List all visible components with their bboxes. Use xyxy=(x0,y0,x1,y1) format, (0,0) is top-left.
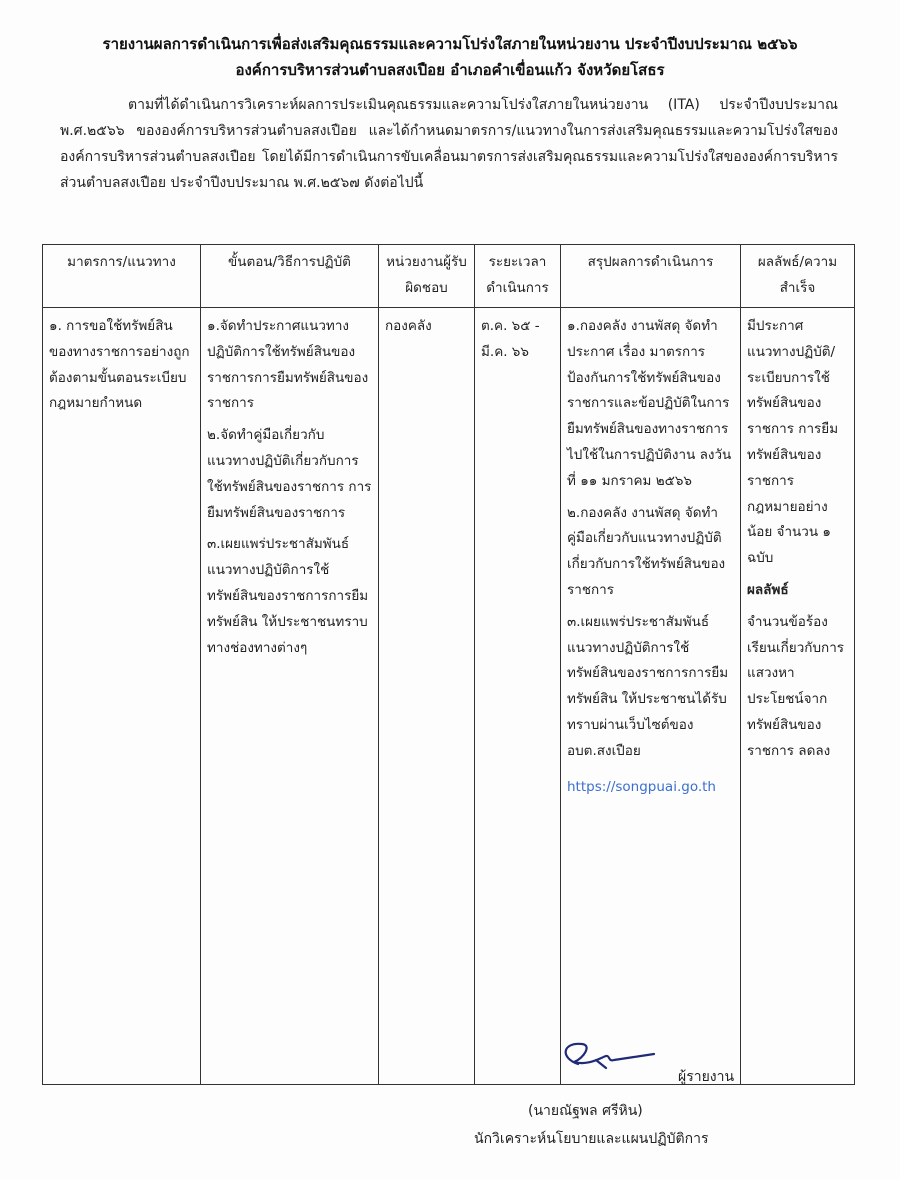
summary-item: ๒.กองคลัง งานพัสดุ จัดทำคู่มือเกี่ยวกับแนวทางปฏิบัติเกี่ยวกับการใช้ทรัพย์สินของราชการ xyxy=(567,504,726,598)
table-header-row xyxy=(43,245,855,308)
result-heading: ผลลัพธ์ xyxy=(747,581,789,598)
step-item: ๑.จัดทำประกาศแนวทางปฏิบัติการใช้ทรัพย์สินของราชการการยืมทรัพย์สินของราชการ xyxy=(207,318,369,412)
step-item: ๒.จัดทำคู่มือเกี่ยวกับแนวทางปฏิบัติเกี่ยวกับการใช้ทรัพย์สินของราชการ การยืมทรัพย์สินของราชการ xyxy=(207,427,372,521)
header-measure: มาตรการ/แนวทาง xyxy=(43,245,201,308)
report-subtitle: องค์การบริหารส่วนตำบลสงเปือย อำเภอคำเขื่อนแก้ว จังหวัดยโสธร xyxy=(235,61,665,79)
summary-item: ๑.กองคลัง งานพัสดุ จัดทำประกาศ เรื่อง มาตรการป้องกันการใช้ทรัพย์สินของราชการและข้อปฏิบัติในการยืมทรัพย์สินของทางราชการไปใช้ในการปฏิบัติงาน ลงวันที่ ๑๑ มกราคม ๒๕๖๖ xyxy=(567,318,732,489)
measures-table xyxy=(42,244,855,1085)
intro-paragraph: ตามที่ได้ดำเนินการวิเคราะห์ผลการประเมินคุณธรรมและความโปร่งใสภายในหน่วยงาน (ITA) ประจำปีงบประมาณ พ.ศ.๒๕๖๖ ขององค์การบริหารส่วนตำบลสงเปือย และได้กำหนดมาตรการ/แนวทางในการส่งเสริมคุณธรรมและความโปร่งใสขององค์การบริหารส่วนตำบลสงเปือย โดยได้มีการดำเนินการขับเคลื่อนมาตรการส่งเสริมคุณธรรมและความโปร่งใสขององค์การบริหารส่วนตำบลสงเปือย ประจำปีงบประมาณ พ.ศ.๒๕๖๗ ดังต่อไปนี้ xyxy=(60,97,838,191)
header-steps: ขั้นตอน/วิธีการปฏิบัติ xyxy=(201,245,379,308)
cell-steps xyxy=(201,308,379,1085)
table-row xyxy=(43,308,855,1085)
header-result: ผลลัพธ์/ความสำเร็จ xyxy=(741,245,855,308)
cell-unit: กองคลัง xyxy=(379,308,475,1085)
cell-result xyxy=(741,308,855,1085)
step-item: ๓.เผยแพร่ประชาสัมพันธ์แนวทางปฏิบัติการใช้ทรัพย์สินของราชการการยืมทรัพย์สิน ให้ประชาชนทราบทางช่องทางต่างๆ xyxy=(207,536,369,656)
website-link[interactable]: https://songpuai.go.th xyxy=(567,778,716,795)
cell-period: ต.ค. ๖๕ - มี.ค. ๖๖ xyxy=(475,308,561,1085)
header-summary: สรุปผลการดำเนินการ xyxy=(561,245,741,308)
header-unit: หน่วยงานผู้รับผิดชอบ xyxy=(379,245,475,308)
reporter-position: นักวิเคราะห์นโยบายและแผนปฏิบัติการ xyxy=(474,1131,709,1147)
cell-measure: ๑. การขอใช้ทรัพย์สินของทางราชการอย่างถูกต้องตามขั้นตอนระเบียบ กฎหมายกำหนด xyxy=(43,308,201,1085)
report-title: รายงานผลการดำเนินการเพื่อส่งเสริมคุณธรรมและความโปร่งใสภายในหน่วยงาน ประจำปีงบประมาณ ๒๕๖๖ xyxy=(102,35,798,53)
reporter-role: ผู้รายงาน xyxy=(678,1069,735,1085)
summary-item: ๓.เผยแพร่ประชาสัมพันธ์แนวทางปฏิบัติการใช้ทรัพย์สินของราชการการยืมทรัพย์สิน ให้ประชาชนได้รับทราบผ่านเว็บไซต์ของ อบต.สงเปือย xyxy=(567,613,729,759)
reporter-name: (นายณัฐพล ศรีหิน) xyxy=(528,1103,643,1119)
signature-line xyxy=(498,1070,674,1085)
cell-summary xyxy=(561,308,741,1085)
result-text: มีประกาศแนวทางปฏิบัติ/ระเบียบการใช้ทรัพย์สินของราชการ การยืมทรัพย์สินของราชการ กฎหมายอย่างน้อย จำนวน ๑ ฉบับ xyxy=(747,318,839,567)
header-period: ระยะเวลาดำเนินการ xyxy=(475,245,561,308)
result-outcome: จำนวนข้อร้องเรียนเกี่ยวกับการแสวงหาประโยชน์จากทรัพย์สินของราชการ ลดลง xyxy=(747,613,845,759)
